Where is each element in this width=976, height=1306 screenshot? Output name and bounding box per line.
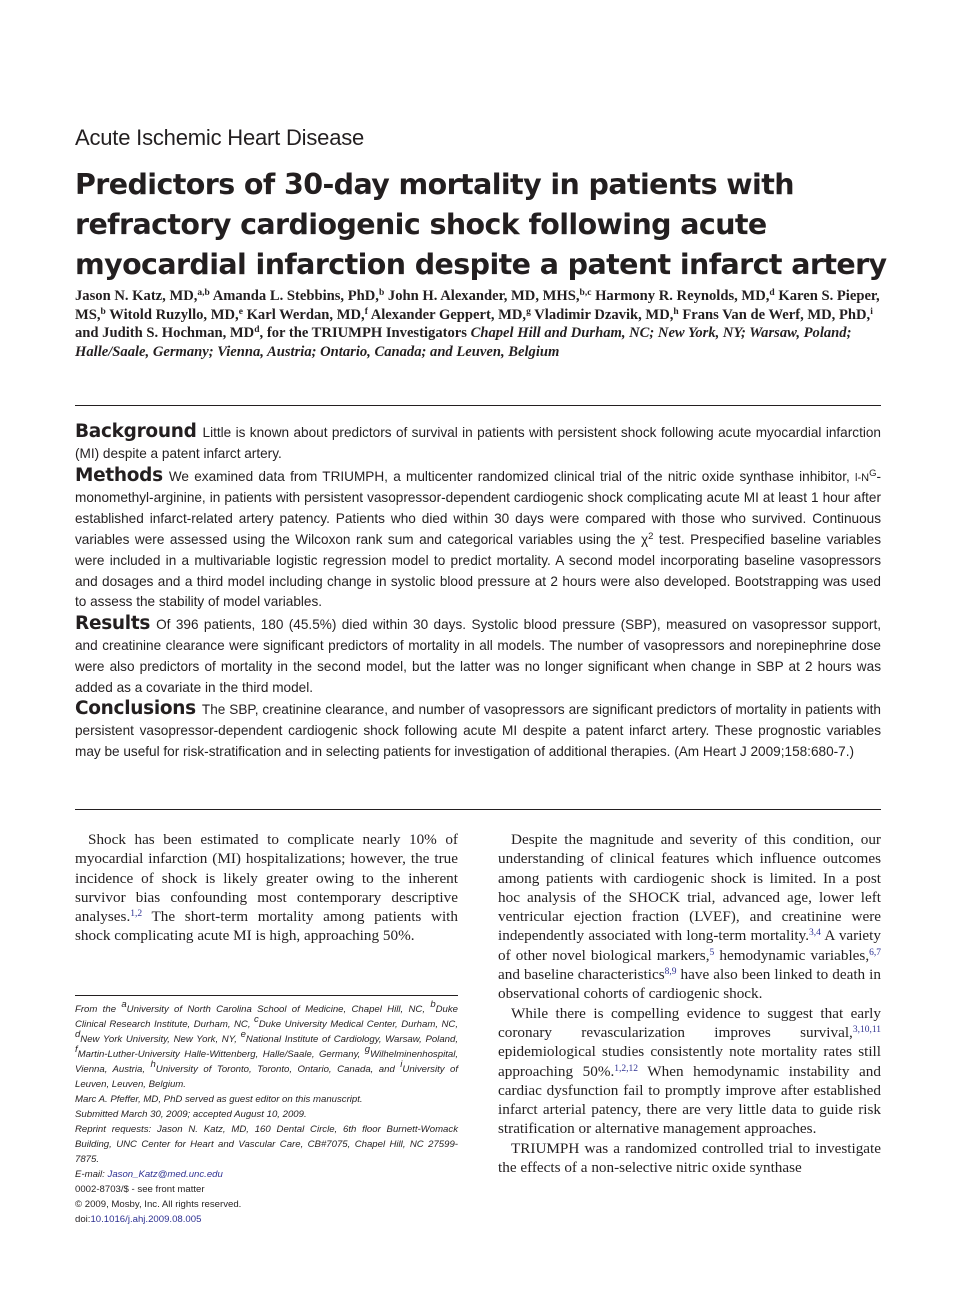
affiliation-text: University of Leuven, Leuven, Belgium. (75, 1064, 459, 1090)
author: Harmony R. Reynolds, MD, (595, 288, 770, 304)
affiliation-text: Duke Clinical Research Institute, Durham, NC, (75, 1004, 459, 1030)
affiliation-text: From the (75, 1004, 122, 1015)
body-text: hemodynamic variables, (714, 946, 870, 964)
reference-link[interactable]: 3,10,11 (852, 1024, 881, 1035)
section-label: Acute Ischemic Heart Disease (75, 125, 365, 150)
methods-lnmma-superscript: G (869, 467, 877, 479)
affiliation-mark: c (254, 1014, 259, 1025)
author-affiliation-mark: g (526, 306, 531, 317)
results-heading: Results (75, 613, 151, 635)
results-text: Of 396 patients, 180 (45.5%) died within 30 days. Systolic blood pressure (SBP), measured on vasopressor support, and creatinine clearance were significant predictors of mortality in all models. The number of vasopressors and norepinephrine dose were also predictors of mortality in the second model, but the latter was no longer significant when change in SBP at 2 hours was added as a covariate in the third model. (75, 617, 881, 695)
author: and Judith S. Hochman, MD (75, 325, 255, 341)
guest-editor-note: Marc A. Pfeffer, MD, PhD served as guest editor on this manuscript. (75, 1094, 363, 1105)
author-affiliation-mark: a,b (197, 288, 210, 298)
affiliation-text: Wilhelminenhospital, Vienna, Austria, (75, 1049, 458, 1075)
doi-line (75, 1212, 458, 1227)
reference-link[interactable]: 1,2 (130, 909, 143, 920)
reference-link[interactable]: 6,7 (869, 947, 882, 958)
conclusions-heading: Conclusions (75, 698, 196, 720)
affiliation-mark: b (430, 999, 436, 1010)
methods-heading: Methods (75, 464, 163, 486)
author: Frans Van de Werf, MD, PhD, (682, 306, 871, 323)
body-left-column (75, 830, 458, 946)
body-text: While there is compelling evidence to suggest that early coronary revascularization improves survival, (498, 1004, 881, 1041)
article-title (75, 165, 895, 285)
body-paragraph (498, 1004, 881, 1139)
author-locations: Chapel Hill and Durham, NC; New York, NY; Warsaw, Poland; Halle/Saale, Germany; Vienna, Austria; Ontario, Canada; and Leuven, Belgium (75, 325, 852, 360)
body-paragraph: TRIUMPH was a randomized controlled trial to investigate the effects of a non-selective nitric oxide synthase (498, 1139, 881, 1177)
author-affiliation-mark: i (870, 306, 873, 317)
abstract-bottom-rule (75, 809, 881, 810)
author-affiliation-mark: d (769, 288, 775, 298)
affiliation-text: University of Toronto, Toronto, Ontario, Canada, and (155, 1064, 401, 1075)
submission-dates: Submitted March 30, 2009; accepted August 10, 2009. (75, 1109, 307, 1120)
affiliation-text: New York University, New York, NY, (80, 1034, 241, 1045)
body-text: have also been linked to death in observational cohorts of cardiogenic shock. (498, 966, 881, 1003)
abstract-top-rule (75, 405, 881, 406)
author: Vladimir Dzavik, MD, (534, 306, 674, 323)
issn-line: 0002-8703/$ - see front matter (75, 1184, 205, 1195)
abstract-background (75, 422, 881, 465)
investigator-group: , for the TRIUMPH Investigators (259, 325, 467, 341)
body-text: epidemiological studies consistently note mortality rates still approaching 50%. (498, 1043, 881, 1080)
affiliation-mark: h (150, 1059, 156, 1070)
author: Karl Werdan, MD, (246, 306, 365, 323)
affiliation-mark: i (400, 1059, 403, 1070)
author-affiliation-mark: e (238, 306, 243, 317)
methods-lnmma: l-N (855, 471, 870, 484)
author: John H. Alexander, MD, MHS, (387, 288, 580, 304)
body-right-column (498, 830, 881, 1177)
affiliation-mark: f (75, 1044, 78, 1055)
footnotes (75, 999, 459, 1227)
reference-link[interactable]: 1,2,12 (614, 1063, 639, 1074)
title-line: refractory cardiogenic shock following acute (75, 208, 767, 241)
body-text: Despite the magnitude and severity of this condition, our understanding of clinical features which influence outcomes among patients with cardiogenic shock is limited. In a post hoc analysis of the SHOCK trial, advanced age, lower left ventricular ejection fraction (LVEF), and creatinine were independently associated with long-term mortality. (498, 831, 881, 945)
footnote-rule (75, 995, 458, 996)
author-affiliation-mark: b (378, 288, 385, 298)
author-affiliation-mark: h (673, 306, 679, 317)
author-affiliation-mark: d (254, 325, 260, 335)
chi-symbol: χ (640, 531, 649, 547)
email-label: E-mail: (75, 1169, 108, 1180)
conclusions-text: The SBP, creatinine clearance, and number of vasopressors are significant predictors of mortality in patients with persistent vasopressor-dependent cardiogenic shock following acute MI despite a patent infarct artery. These prognostic variables may be useful for risk-stratification and in selecting patients for investigation of additional therapies. (Am Heart J 2009;158:680-7.) (75, 702, 881, 759)
body-text: and baseline characteristics (498, 966, 665, 984)
author: Witold Ruzyllo, MD, (109, 306, 239, 323)
methods-text: test. Prespecified baseline variables were included in a multivariable logistic regression model to predict mortality. A second model incorporating baseline vasopressors and dosages and a third model including change in systolic blood pressure at 2 hours were also developed. Bootstrapping was used to assess the stability of model variables. (75, 531, 882, 610)
methods-text: We examined data from TRIUMPH, a multicenter randomized clinical trial of the nitric oxide synthase inhibitor, (168, 468, 856, 484)
affiliation-text: Duke University Medical Center, Durham, NC, (258, 1019, 458, 1030)
abstract-results (75, 614, 881, 698)
author-affiliation-mark: f (364, 306, 368, 317)
reference-link[interactable]: 3,4 (809, 928, 821, 939)
author: Jason N. Katz, MD, (75, 288, 198, 304)
affiliation-mark: e (240, 1029, 246, 1040)
body-text: When hemodynamic instability and cardiac dysfunction fail to promptly improve after established infarct arterial patency, there are very little data to guide risk stratification or alternative management approaches. (498, 1062, 881, 1138)
background-heading: Background (75, 421, 197, 442)
author-affiliation-mark: b,c (579, 288, 592, 298)
author-list (75, 287, 881, 361)
affiliation-text: Martin-Luther-University Halle-Wittenberg, Halle/Saale, Germany, (77, 1049, 365, 1060)
affiliation-mark: d (75, 1029, 81, 1040)
body-text: A variety of other novel biological markers, (498, 927, 881, 964)
reference-link[interactable]: 8,9 (664, 967, 677, 978)
body-paragraph (498, 830, 881, 1004)
body-paragraph (75, 830, 458, 946)
reference-link[interactable]: 5 (709, 947, 715, 958)
body-text: The short-term mortality among patients with shock complicating acute MI is high, approaching 50%. (75, 908, 458, 945)
affiliation-mark: g (364, 1044, 371, 1055)
affiliation-mark: a (121, 999, 127, 1010)
email-line (75, 1167, 458, 1182)
methods-text: -monomethyl-arginine, in patients with persistent vasopressor-dependent cardiogenic shock complicating acute MI at least 1 hour after established infarct-related artery patency. Patients who died within 30 days were compared with those who survived. Continuous variables were assessed using the Wilcoxon rank sum and categorical variables using the (75, 468, 881, 547)
title-line: Predictors of 30-day mortality in patients with (75, 168, 794, 201)
affiliations (75, 999, 459, 1092)
author: Karen S. Pieper, MS, (75, 288, 880, 323)
abstract-methods (75, 466, 881, 614)
body-text: Shock has been estimated to complicate nearly 10% of myocardial infarction (MI) hospitalizations; however, the true incidence of shock is likely greater owing to the inherent survivor bias confounding most contemporary descriptive analyses. (75, 831, 458, 926)
reprint-requests: Reprint requests: Jason N. Katz, MD, 160 Dental Circle, 6th floor Burnett-Womack Building, UNC Center for Heart and Vascular Care, CB#7075, Chapel Hill, NC 27599-7875. (75, 1124, 458, 1165)
affiliation-text: University of North Carolina School of Medicine, Chapel Hill, NC, (126, 1004, 431, 1015)
author-affiliation-mark: b (100, 306, 106, 317)
doi-label: doi: (75, 1214, 91, 1225)
abstract (75, 422, 881, 764)
chi-superscript: 2 (648, 530, 654, 542)
title-line: myocardial infarction despite a patent infarct artery (75, 248, 887, 281)
doi-link[interactable]: 10.1016/j.ahj.2009.08.005 (90, 1214, 202, 1225)
background-text: Little is known about predictors of survival in patients with persistent shock following acute myocardial infarction (MI) despite a patent infarct artery. (75, 425, 881, 461)
abstract-conclusions (75, 699, 881, 762)
author: Alexander Geppert, MD, (370, 306, 527, 323)
copyright-line: © 2009, Mosby, Inc. All rights reserved. (75, 1199, 242, 1210)
email-link[interactable]: Jason_Katz@med.unc.edu (107, 1169, 223, 1180)
author: Amanda L. Stebbins, PhD, (212, 288, 379, 304)
affiliation-text: National Institute of Cardiology, Warsaw, Poland, (245, 1034, 458, 1045)
